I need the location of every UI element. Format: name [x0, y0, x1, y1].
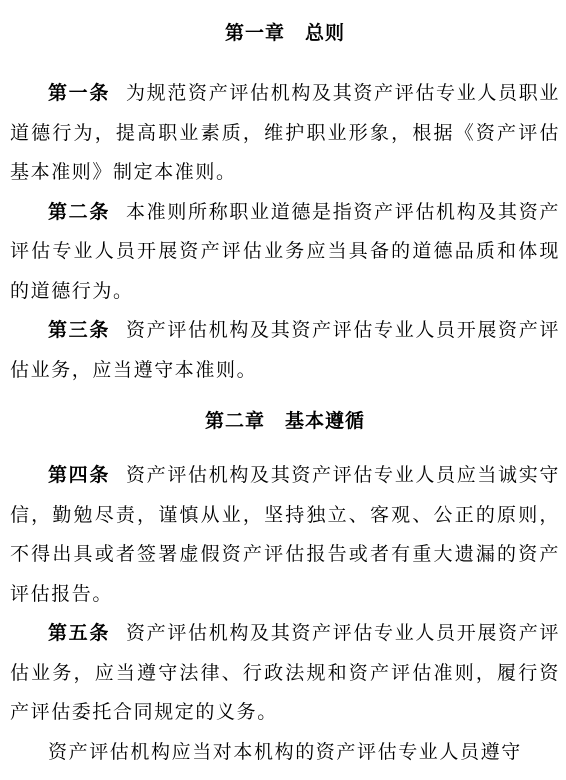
chapter-title: 第二章 基本遵循: [204, 410, 365, 432]
article-label: 第四条: [48, 464, 111, 486]
document-page: [10, 0, 560, 772]
article-text: 为规范资产评估机构及其资产评估专业人员职业道德行为，提高职业素质，维护职业形象，根据《资产评估基本准则》制定本准则。: [10, 82, 560, 183]
article-label: 第二条: [48, 200, 111, 223]
trailing-paragraph: [10, 733, 560, 773]
article-text: 本准则所称职业道德是指资产评估机构及其资产评估专业人员开展资产评估业务应当具备的道德品质和体现的道德行为。: [10, 200, 560, 302]
article-4: [10, 456, 560, 614]
chapter-title: 第一章 总则: [224, 22, 345, 44]
article-5: [10, 614, 560, 733]
article-text: 资产评估机构及其资产评估专业人员开展资产评估业务，应当遵守本准则。: [10, 319, 560, 381]
paragraph-text: 资产评估机构应当对本机构的资产评估专业人员遵守: [48, 740, 522, 763]
article-text: 资产评估机构及其资产评估专业人员应当诚实守信，勤勉尽责，谨慎从业，坚持独立、客观、公正的原则，不得出具或者签署虚假资产评估报告或者有重大遗漏的资产评估报告。: [10, 464, 560, 605]
article-2: [10, 193, 560, 312]
article-label: 第一条: [48, 82, 111, 104]
article-text: 资产评估机构及其资产评估专业人员开展资产评估业务，应当遵守法律、行政法规和资产评估准则，履行资产评估委托合同规定的义务。: [10, 622, 560, 723]
article-1: [10, 74, 560, 193]
article-3: [10, 311, 560, 390]
article-label: 第五条: [48, 622, 111, 644]
article-label: 第三条: [48, 319, 111, 341]
